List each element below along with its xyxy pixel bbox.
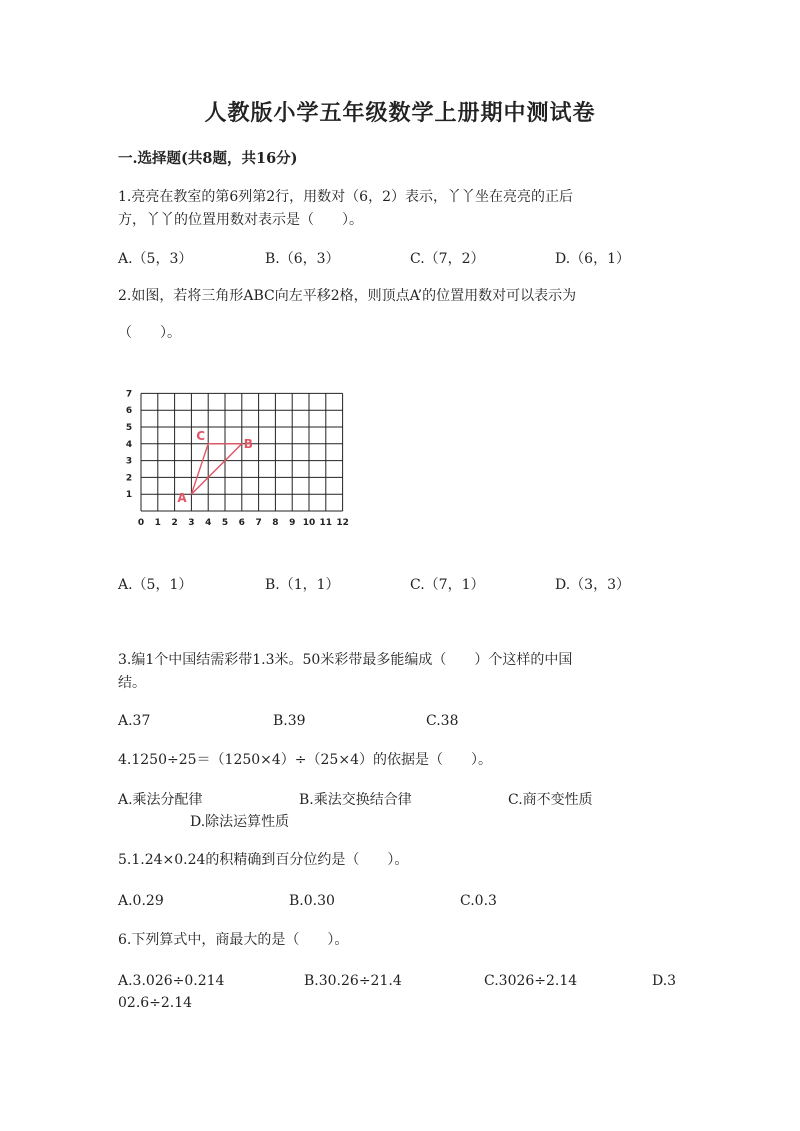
question-2-line-2: （ ）。: [118, 325, 181, 341]
x-tick-label: 11: [319, 518, 333, 528]
q3-option-a: A.37: [118, 713, 151, 729]
q6-option-a: A.3.026÷0.214: [118, 973, 225, 989]
question-1-line-2: 方，丫丫的位置用数对表示是（ ）。: [118, 212, 363, 228]
x-tick-label: 6: [238, 518, 245, 528]
x-tick-label: 0: [137, 518, 145, 528]
question-5-line-1: 5.1.24×0.24的积精确到百分位约是（ ）。: [118, 852, 409, 868]
page-title: 人教版小学五年级数学上册期中测试卷: [204, 100, 596, 126]
x-tick-label: 3: [188, 518, 195, 528]
coordinate-grid-figure: [115, 384, 365, 534]
point-b-label: B: [243, 436, 253, 451]
x-tick-label: 9: [289, 518, 296, 528]
y-tick-label: 2: [125, 473, 133, 484]
q1-option-c: C.（7，2）: [410, 251, 485, 267]
y-tick-label: 7: [125, 389, 133, 400]
question-4-line-1: 4.1250÷25＝（1250×4）÷（25×4）的依据是（ ）。: [118, 752, 492, 768]
question-3-line-2: 结。: [118, 675, 146, 691]
q1-option-d: D.（6，1）: [555, 251, 630, 267]
q5-option-c: C.0.3: [460, 893, 497, 909]
q6-option-d-continued: 02.6÷2.14: [118, 995, 193, 1011]
x-tick-label: 12: [336, 518, 349, 528]
x-tick-label: 4: [205, 518, 212, 528]
section-heading: 一.选择题(共8题，共16分): [118, 150, 298, 167]
q4-option-a: A.乘法分配律: [118, 792, 203, 808]
y-axis-labels: [126, 389, 132, 500]
question-2-line-1: 2.如图，若将三角形ABC向左平移2格，则顶点A’的位置用数对可以表示为: [118, 288, 577, 304]
q1-option-a: A.（5，3）: [118, 251, 193, 267]
x-axis-labels: [138, 518, 349, 528]
triangle-abc: [191, 444, 241, 494]
y-tick-label: 1: [125, 490, 133, 501]
x-tick-label: 10: [302, 518, 316, 528]
x-tick-label: 2: [171, 518, 178, 528]
q2-option-c: C.（7，1）: [410, 577, 485, 593]
x-tick-label: 5: [221, 518, 229, 528]
point-c-label: C: [196, 428, 206, 443]
q6-option-c: C.3026÷2.14: [484, 973, 578, 989]
q3-option-c: C.38: [426, 713, 459, 729]
q5-option-b: B.0.30: [289, 893, 335, 909]
grid-lines: [141, 393, 343, 511]
x-tick-label: 7: [255, 518, 262, 528]
y-tick-label: 3: [125, 456, 133, 467]
y-tick-label: 6: [125, 406, 133, 417]
question-1-line-1: 1.亮亮在教室的第6列第2行，用数对（6，2）表示，丫丫坐在亮亮的正后: [118, 189, 573, 205]
x-tick-label: 8: [272, 518, 279, 528]
x-tick-label: 1: [154, 518, 161, 528]
question-6-line-1: 6.下列算式中，商最大的是（ ）。: [118, 932, 349, 948]
q6-option-b: B.30.26÷21.4: [304, 973, 402, 989]
y-tick-label: 5: [125, 423, 133, 433]
q2-option-b: B.（1，1）: [265, 577, 340, 593]
q5-option-a: A.0.29: [118, 893, 164, 909]
q2-option-a: A.（5，1）: [118, 577, 193, 593]
q4-option-c: C.商不变性质: [508, 792, 593, 808]
q4-option-d: D.除法运算性质: [190, 814, 290, 830]
q1-option-b: B.（6，3）: [265, 251, 340, 267]
q6-option-d: D.3: [652, 973, 677, 989]
y-tick-label: 4: [125, 439, 133, 450]
q4-option-b: B.乘法交换结合律: [299, 792, 412, 808]
point-a-label: A: [177, 491, 187, 506]
q2-option-d: D.（3，3）: [555, 577, 630, 593]
q3-option-b: B.39: [273, 713, 306, 729]
question-3-line-1: 3.编1个中国结需彩带1.3米。50米彩带最多能编成（ ）个这样的中国: [118, 652, 573, 668]
